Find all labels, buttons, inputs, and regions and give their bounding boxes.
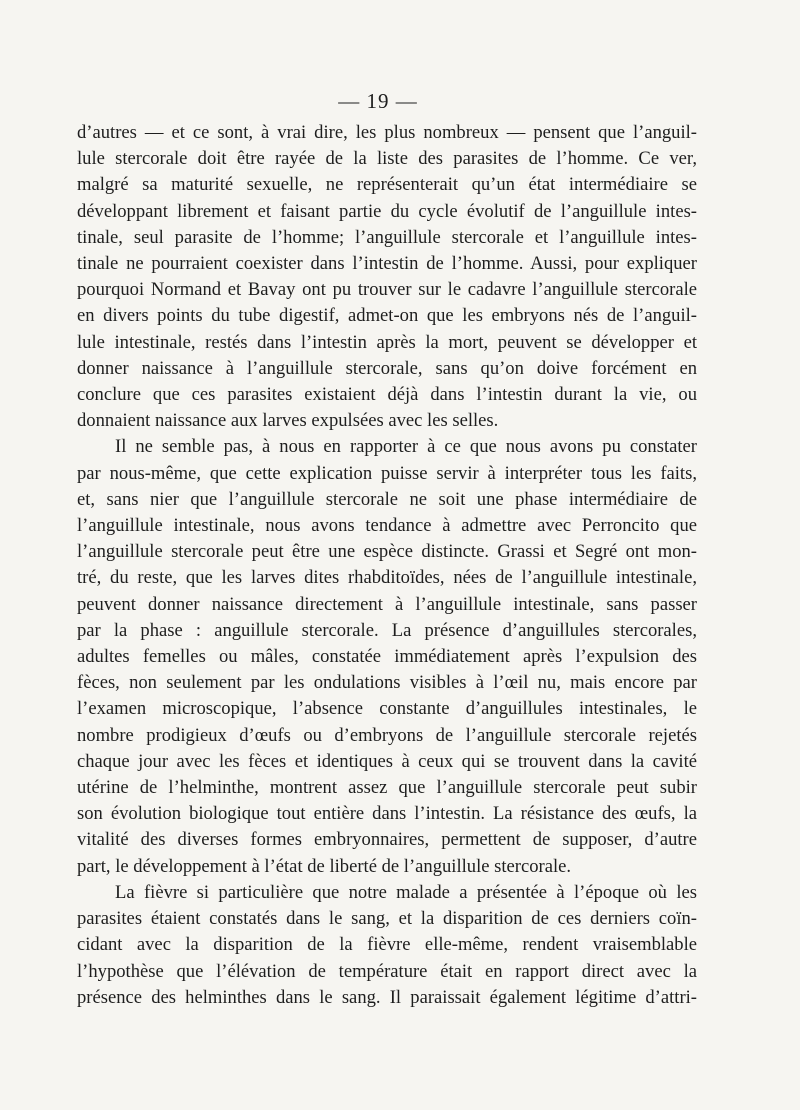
paragraph-2 xyxy=(77,434,697,879)
text-line: cidant avec la disparition de la fièvre elle-même, rendent vraisemblable xyxy=(77,934,697,956)
body-text xyxy=(77,120,697,1011)
text-line: utérine de l’helminthe, montrent assez que l’anguillule stercorale peut subir xyxy=(77,777,697,799)
text-line: part, le développement à l’état de liberté de l’anguillule stercorale. xyxy=(77,855,572,877)
text-line: l’examen microscopique, l’absence constante d’anguillules intestinales, le xyxy=(77,698,697,720)
text-line: son évolution biologique tout entière dans l’intestin. La résistance des œufs, la xyxy=(77,803,697,825)
text-line: l’anguillule stercorale peut être une espèce distincte. Grassi et Segré ont mon- xyxy=(77,541,697,563)
text-line: parasites étaient constatés dans le sang, et la disparition de ces derniers coïn- xyxy=(77,908,697,930)
text-line: développant librement et faisant partie du cycle évolutif de l’anguillule intes- xyxy=(77,200,697,222)
text-line: peuvent donner naissance directement à l’anguillule intestinale, sans passer xyxy=(77,593,697,615)
text-line: et, sans nier que l’anguillule stercorale ne soit une phase intermédiaire de xyxy=(77,488,697,510)
text-line: fèces, non seulement par les ondulations visibles à l’œil nu, mais encore par xyxy=(77,672,697,694)
text-line: malgré sa maturité sexuelle, ne représenterait qu’un état intermédiaire se xyxy=(77,174,697,196)
text-line: adultes femelles ou mâles, constatée immédiatement après l’expulsion des xyxy=(77,646,697,668)
text-line: donnaient naissance aux larves expulsées avec les selles. xyxy=(77,410,499,432)
page-number: — 19 — xyxy=(338,89,418,113)
paragraph-1 xyxy=(77,120,697,434)
text-line: Il ne semble pas, à nous en rapporter à ce que nous avons pu constater xyxy=(115,436,697,458)
text-line: tinale ne pourraient coexister dans l’intestin de l’homme. Aussi, pour expliquer xyxy=(77,253,697,275)
text-line: lule stercorale doit être rayée de la liste des parasites de l’homme. Ce ver, xyxy=(77,148,697,170)
text-line: par la phase : anguillule stercorale. La présence d’anguillules stercorales, xyxy=(77,619,697,641)
paragraph-3 xyxy=(77,880,697,1011)
text-line: conclure que ces parasites existaient déjà dans l’intestin durant la vie, ou xyxy=(77,384,697,406)
text-line: pourquoi Normand et Bavay ont pu trouver sur le cadavre l’anguillule stercorale xyxy=(77,279,697,301)
text-line: l’hypothèse que l’élévation de température était en rapport direct avec la xyxy=(77,960,697,982)
text-line: La fièvre si particulière que notre malade a présentée à l’époque où les xyxy=(115,881,697,903)
text-line: vitalité des diverses formes embryonnaires, permettent de supposer, d’autre xyxy=(77,829,697,851)
text-line: chaque jour avec les fèces et identiques à ceux qui se trouvent dans la cavité xyxy=(77,750,697,772)
text-line: tinale, seul parasite de l’homme; l’anguillule stercorale et l’anguillule intes- xyxy=(77,226,697,248)
text-line: nombre prodigieux d’œufs ou d’embryons de l’anguillule stercorale rejetés xyxy=(77,724,697,746)
text-line: en divers points du tube digestif, admet-on que les embryons nés de l’anguil- xyxy=(77,305,697,327)
text-line: l’anguillule intestinale, nous avons tendance à admettre avec Perroncito que xyxy=(77,515,697,537)
text-line: lule intestinale, restés dans l’intestin après la mort, peuvent se développer et xyxy=(77,331,697,353)
text-line: d’autres — et ce sont, à vrai dire, les plus nombreux — pensent que l’anguil- xyxy=(77,122,697,143)
text-line: tré, du reste, que les larves dites rhabditoïdes, nées de l’anguillule intestinale, xyxy=(77,567,697,589)
text-line: donner naissance à l’anguillule stercorale, sans qu’on doive forcément en xyxy=(77,357,697,379)
text-line: présence des helminthes dans le sang. Il paraissait également légitime d’attri- xyxy=(77,986,697,1008)
text-line: par nous-même, que cette explication puisse servir à interpréter tous les faits, xyxy=(77,462,697,484)
